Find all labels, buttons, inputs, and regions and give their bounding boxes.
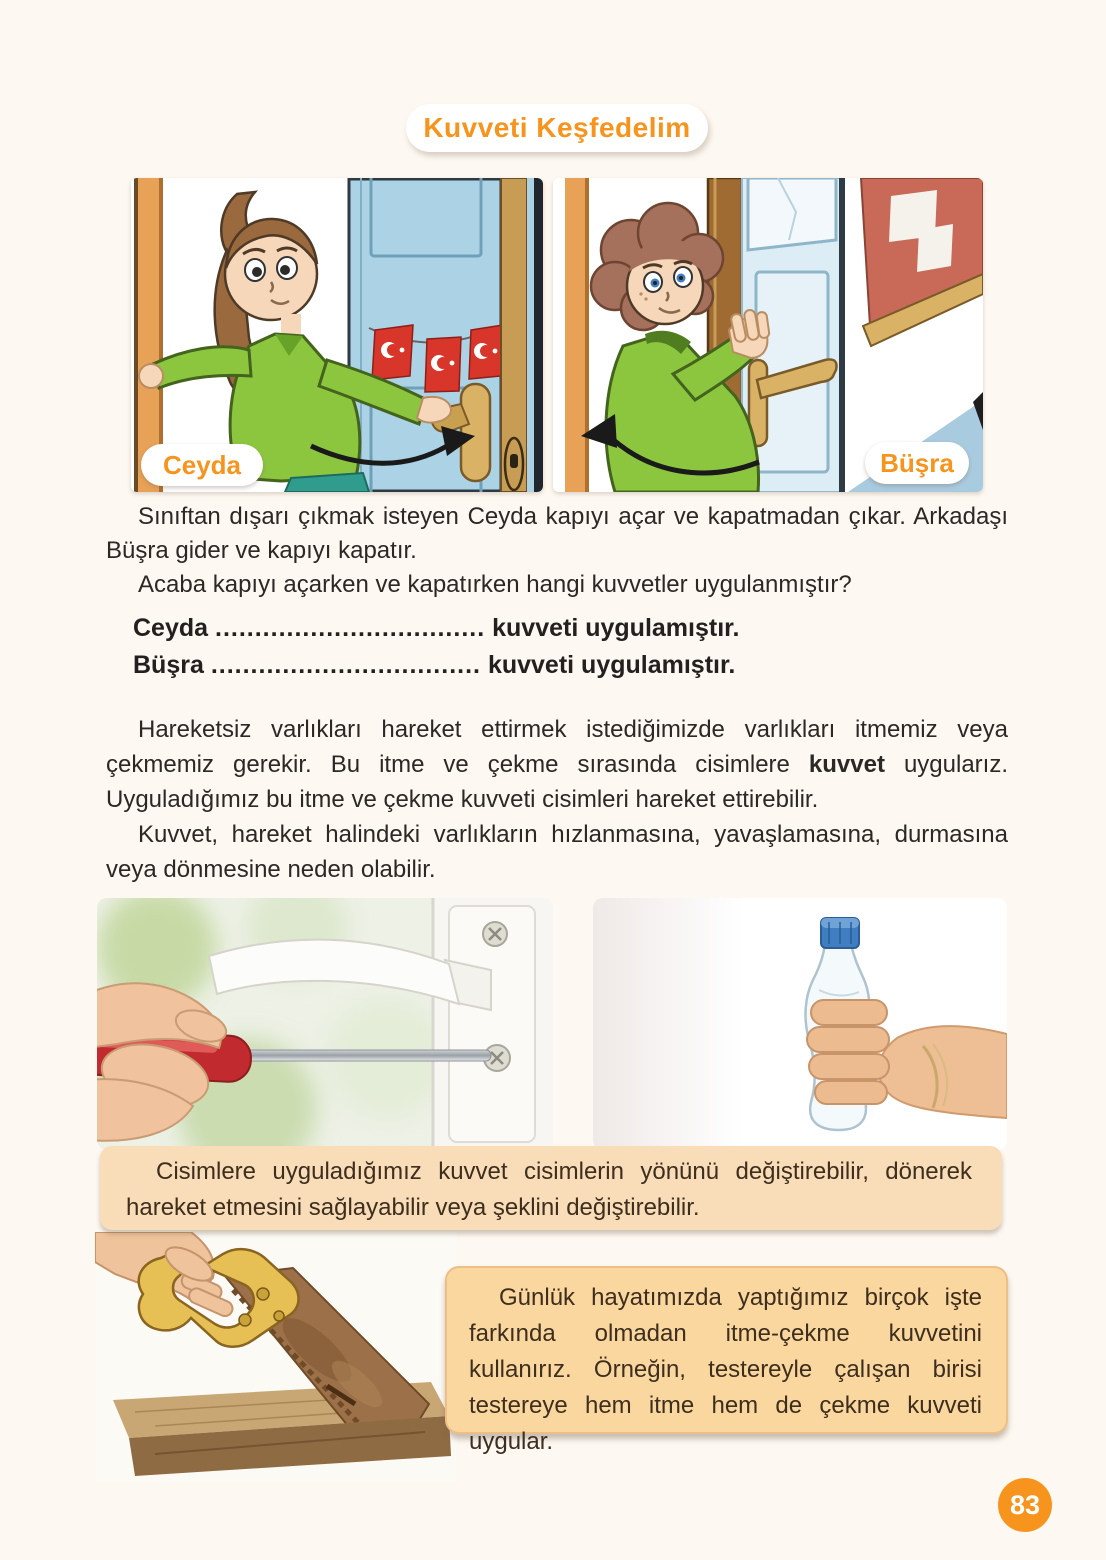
section-title: Kuvveti Keşfedelim bbox=[423, 112, 691, 143]
page-number-badge bbox=[998, 1478, 1052, 1532]
page-number: 83 bbox=[1009, 1489, 1041, 1520]
body-paragraph-force bbox=[106, 712, 1008, 817]
busra-label-text: Büşra bbox=[880, 447, 954, 478]
photo-hand-squeezing-bottle bbox=[593, 898, 1007, 1150]
fill-in-blanks bbox=[133, 610, 739, 684]
body-p1-keyword: kuvvet bbox=[808, 751, 885, 778]
character-label-busra bbox=[865, 442, 969, 484]
story-question: Acaba kapıyı açarken ve kapatırken hangi kuvvetler uygulanmıştır? bbox=[138, 571, 852, 598]
blank-line-busra bbox=[133, 647, 739, 684]
callout-daily-life-text: Günlük hayatımızda yaptığımız birçok işte farkında olmadan itme-çekme kuvvetini kullanırız. Örneğin, testereyle çalışan birisi testereye hem itme hem de çekme kuvveti uygular. bbox=[469, 1284, 982, 1455]
bottle-photo-art bbox=[593, 898, 1007, 1150]
section-title-badge bbox=[406, 104, 708, 152]
blank-line-ceyda bbox=[133, 610, 739, 647]
photo-screwdriver-window-handle bbox=[97, 898, 553, 1150]
story-paragraph: Sınıftan dışarı çıkmak isteyen Ceyda kapıyı açar ve kapatmadan çıkar. Arkadaşı Büşra gider ve kapıyı kapatır. bbox=[106, 503, 1008, 564]
illustration-ceyda-opening-door bbox=[131, 178, 543, 492]
character-label-ceyda bbox=[141, 444, 263, 486]
callout-force-effects-text: Cisimlere uyguladığımız kuvvet cisimlerin yönünü değiştirebilir, dönerek hareket etmesini sağlayabilir veya şeklini değiştirebilir. bbox=[126, 1158, 972, 1221]
illustration-busra-closing-door bbox=[553, 178, 983, 492]
body-p1-part1: Hareketsiz varlıkları hareket ettirmek istediğimizde varlıkları itmemiz veya çekmemiz gerekir. Bu itme ve çekme sırasında cisimlere bbox=[106, 716, 1008, 778]
screwdriver-photo-art bbox=[97, 898, 553, 1150]
photo-hand-sawing-wood bbox=[95, 1232, 457, 1482]
body-p1-part2: uygularız. Uyguladığımız bu itme ve çekme kuvveti cisimleri hareket ettirebilir. bbox=[106, 751, 1009, 813]
callout-daily-life bbox=[445, 1266, 1008, 1455]
blank-busra-suffix: kuvveti uygulamıştır. bbox=[487, 651, 736, 679]
blank-ceyda-suffix: kuvveti uygulamıştır. bbox=[492, 614, 740, 642]
blank-ceyda-name: Ceyda bbox=[133, 614, 209, 642]
ceyda-label-text: Ceyda bbox=[162, 449, 242, 480]
saw-photo-art bbox=[95, 1232, 457, 1482]
fist-fingers bbox=[807, 1000, 889, 1104]
intro-text-block bbox=[106, 500, 1008, 602]
blank-busra-dots: .................................. bbox=[210, 651, 481, 679]
blank-busra-name: Büşra bbox=[133, 651, 204, 679]
body-paragraph-effects: Kuvvet, hareket halindeki varlıkların hızlanmasına, yavaşlamasına, durmasına veya dönmesine neden olabilir. bbox=[106, 821, 1008, 883]
blank-ceyda-dots: .................................. bbox=[215, 614, 486, 642]
callout-force-effects bbox=[100, 1146, 1002, 1230]
body-text-block bbox=[106, 712, 1008, 887]
